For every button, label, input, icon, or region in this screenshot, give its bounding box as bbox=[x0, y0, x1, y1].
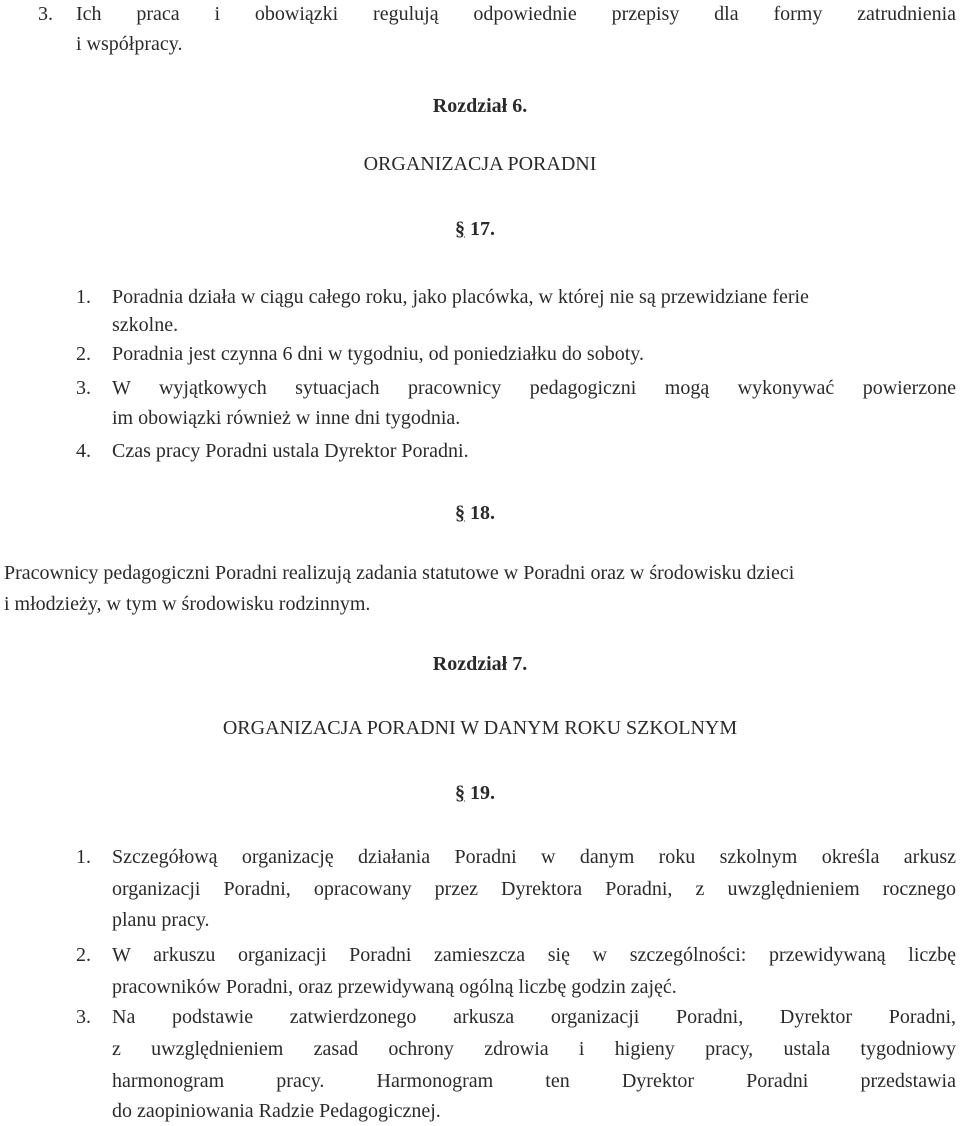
paragraph-text: i młodzieży, w tym w środowisku rodzinnym. bbox=[4, 593, 371, 615]
list-item-text: Czas pracy Poradni ustala Dyrektor Poradni. bbox=[112, 440, 469, 462]
paragraph-marker bbox=[455, 215, 495, 243]
list-item-text: Ich praca i obowiązki regulują odpowiednie przepisy dla formy zatrudnienia bbox=[76, 3, 956, 25]
chapter-heading: Rozdział 7. bbox=[432, 653, 528, 675]
list-number: 3. bbox=[38, 3, 53, 25]
section-sign: § bbox=[455, 218, 465, 240]
paragraph-number: 18. bbox=[470, 502, 495, 524]
list-number: 2. bbox=[76, 944, 91, 966]
list-item-text: Szczegółową organizację działania Poradni w danym roku szkolnym określa arkusz bbox=[112, 846, 956, 868]
list-number: 1. bbox=[76, 286, 91, 308]
paragraph-number: 17. bbox=[470, 218, 495, 240]
chapter-title: ORGANIZACJA PORADNI W DANYM ROKU SZKOLNYM bbox=[222, 717, 738, 739]
list-item-text: Na podstawie zatwierdzonego arkusza organizacji Poradni, Dyrektor Poradni, bbox=[112, 1006, 956, 1028]
list-number: 3. bbox=[76, 1006, 91, 1028]
list-number: 2. bbox=[76, 343, 91, 365]
chapter-title: ORGANIZACJA PORADNI bbox=[363, 153, 597, 175]
list-item-text: W wyjątkowych sytuacjach pracownicy pedagogiczni mogą wykonywać powierzone bbox=[112, 377, 956, 399]
list-item-text: W arkuszu organizacji Poradni zamieszcza się w szczególności: przewidywaną liczbę bbox=[112, 944, 956, 966]
list-item-text: Poradnia jest czynna 6 dni w tygodniu, od poniedziałku do soboty. bbox=[112, 343, 644, 365]
list-item-text: do zaopiniowania Radzie Pedagogicznej. bbox=[112, 1100, 441, 1122]
paragraph-marker bbox=[455, 779, 495, 807]
list-number: 1. bbox=[76, 846, 91, 868]
paragraph-number: 19. bbox=[470, 782, 495, 804]
list-item-text: im obowiązki również w inne dni tygodnia. bbox=[112, 407, 461, 429]
list-item-text: organizacji Poradni, opracowany przez Dyrektora Poradni, z uwzględnieniem rocznego bbox=[112, 878, 956, 900]
list-item-text: szkolne. bbox=[112, 314, 179, 336]
paragraph-text: Pracownicy pedagogiczni Poradni realizują zadania statutowe w Poradni oraz w środowisku dzieci bbox=[4, 562, 795, 584]
list-item-text: z uwzględnieniem zasad ochrony zdrowia i higieny pracy, ustala tygodniowy bbox=[112, 1038, 956, 1060]
chapter-heading: Rozdział 6. bbox=[432, 95, 528, 117]
list-number: 3. bbox=[76, 377, 91, 399]
list-item-text: i współpracy. bbox=[76, 33, 183, 55]
section-sign: § bbox=[455, 502, 465, 524]
list-item-text: harmonogram pracy. Harmonogram ten Dyrektor Poradni przedstawia bbox=[112, 1070, 956, 1092]
list-item-text: pracowników Poradni, oraz przewidywaną ogólną liczbę godzin zajęć. bbox=[112, 976, 677, 998]
list-item-text: Poradnia działa w ciągu całego roku, jako placówka, w której nie są przewidziane ferie bbox=[112, 286, 809, 308]
list-number: 4. bbox=[76, 440, 91, 462]
list-item-text: planu pracy. bbox=[112, 909, 210, 931]
paragraph-marker bbox=[455, 499, 495, 527]
section-sign: § bbox=[455, 782, 465, 804]
